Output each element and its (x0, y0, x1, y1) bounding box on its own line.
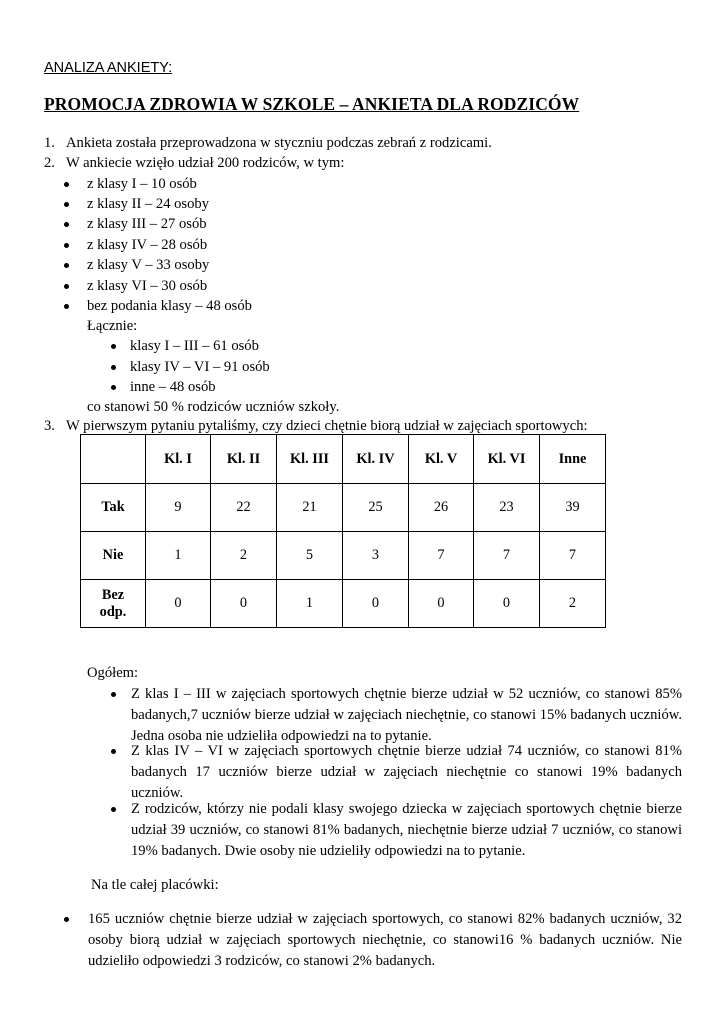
class-list-text: z klasy VI – 30 osób (87, 278, 208, 294)
row-header-line: odp. (99, 603, 127, 620)
total-list-text: klasy I – III – 61 osób (130, 338, 259, 354)
table-cell: 5 (277, 532, 343, 580)
column-header: Kl. V (409, 435, 474, 484)
total-label: Łącznie: (87, 318, 138, 334)
sports-participation-table (80, 434, 606, 628)
class-list-item (64, 194, 209, 215)
table-cell: 1 (146, 532, 211, 580)
item-1-text: Ankieta została przeprowadzona w styczniu podczas zebrań z rodzicami. (66, 135, 492, 151)
class-list-item (64, 235, 207, 256)
item-2-text: W ankiecie wzięło udział 200 rodziców, w tym: (66, 155, 345, 171)
total-list-item (111, 357, 270, 378)
table-cell: 2 (211, 532, 277, 580)
table-row (81, 484, 606, 532)
school-label: Na tle całej placówki: (91, 877, 219, 893)
table-cell: 1 (277, 580, 343, 628)
total-list-item (111, 336, 259, 357)
item-1-number: 1. (44, 135, 55, 151)
column-header: Kl. IV (343, 435, 409, 484)
table-cell: 9 (146, 484, 211, 532)
overall-label: Ogółem: (87, 665, 139, 681)
column-header: Kl. VI (474, 435, 540, 484)
row-header: Nie (81, 532, 146, 580)
class-list-item (64, 276, 207, 297)
table-cell: 7 (409, 532, 474, 580)
table-cell: 23 (474, 484, 540, 532)
row-header (81, 580, 146, 628)
table-cell: 0 (211, 580, 277, 628)
table-cell: 2 (540, 580, 606, 628)
class-list-item (64, 296, 252, 317)
class-list-text: bez podania klasy – 48 osób (87, 298, 252, 314)
analysis-header: ANALIZA ANKIETY: (44, 60, 173, 76)
class-list-text: z klasy I – 10 osób (87, 176, 197, 192)
table-cell: 7 (540, 532, 606, 580)
table-cell: 21 (277, 484, 343, 532)
overall-paragraph: Z klas IV – VI w zajęciach sportowych chętnie bierze udział 74 uczniów, co stanowi 81% badanych 17 uczniów bierze udział w zajęciach niechętnie co stanowi 19% badanych uczniów. (131, 743, 682, 801)
total-list-text: inne – 48 osób (130, 379, 216, 395)
table-cell: 7 (474, 532, 540, 580)
class-list-item (64, 214, 207, 235)
row-header-line: Bez (101, 586, 125, 603)
class-list-text: z klasy II – 24 osoby (87, 196, 210, 212)
percent-note: co stanowi 50 % rodziców uczniów szkoły. (87, 399, 340, 415)
document-title: PROMOCJA ZDROWIA W SZKOLE – ANKIETA DLA RODZICÓW (44, 94, 580, 114)
row-header: Tak (81, 484, 146, 532)
overall-paragraph: Z klas I – III w zajęciach sportowych chętnie bierze udział w 52 uczniów, co stanowi 85% badanych,7 uczniów bierze udział w zajęciach niechętnie, co stanowi 15% badanych uczniów. Jedna osoba nie udzieliła odpowiedzi na to pytanie. (131, 686, 682, 744)
class-list-text: z klasy III – 27 osób (87, 216, 207, 232)
table-row (81, 532, 606, 580)
table-cell: 0 (409, 580, 474, 628)
column-header: Inne (540, 435, 606, 484)
class-list-text: z klasy V – 33 osoby (87, 257, 210, 273)
class-list-item (64, 174, 197, 195)
table-cell: 22 (211, 484, 277, 532)
table-cell: 39 (540, 484, 606, 532)
table-row (81, 580, 606, 628)
total-list-text: klasy IV – VI – 91 osób (130, 359, 270, 375)
table-cell: 3 (343, 532, 409, 580)
table-cell: 0 (343, 580, 409, 628)
item-3-number: 3. (44, 418, 55, 434)
table-corner-cell (81, 435, 146, 484)
table-cell: 26 (409, 484, 474, 532)
total-list-item (111, 377, 216, 398)
column-header: Kl. I (146, 435, 211, 484)
column-header: Kl. II (211, 435, 277, 484)
table-cell: 0 (474, 580, 540, 628)
class-list-text: z klasy IV – 28 osób (87, 237, 208, 253)
item-2-number: 2. (44, 155, 55, 171)
overall-paragraph: Z rodziców, którzy nie podali klasy swojego dziecka w zajęciach sportowych chętnie bierze udział 39 uczniów, co stanowi 81% badanych, niechętnie bierze udział 7 uczniów, co stanowi 19% badanych. Dwie osoby nie udzieliły odpowiedzi na to pytanie. (131, 801, 682, 859)
class-list-item (64, 255, 209, 276)
item-3-text: W pierwszym pytaniu pytaliśmy, czy dzieci chętnie biorą udział w zajęciach sportowych: (66, 418, 588, 434)
column-header: Kl. III (277, 435, 343, 484)
school-summary-paragraph: 165 uczniów chętnie bierze udział w zajęciach sportowych, co stanowi 82% badanych uczniów, 32 osoby biorą udział w zajęciach sportowych niechętnie, co stanowi16 % badanych uczniów. Nie udzieliło odpowiedzi 3 rodziców, co stanowi 2% badanych. (88, 911, 682, 969)
table-cell: 0 (146, 580, 211, 628)
table-cell: 25 (343, 484, 409, 532)
table-header-row (81, 435, 606, 484)
